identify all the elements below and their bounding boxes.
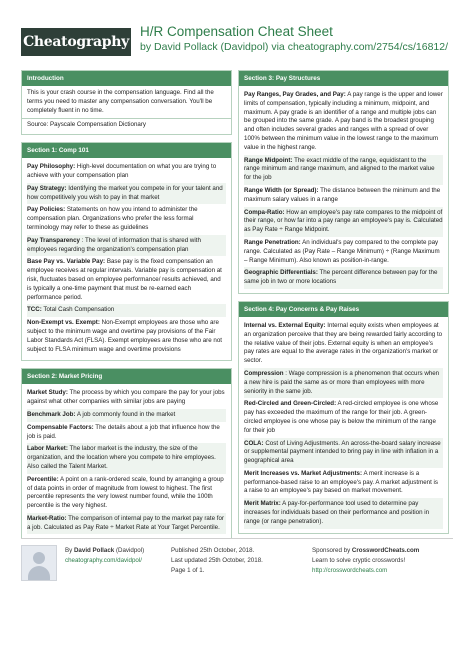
definition-term: Non-Exempt vs. Exempt:	[27, 319, 100, 327]
definition-item	[244, 438, 443, 468]
definition-text: A pay range is the upper and lower limits of compensation, typically including a minimum, midpoint, and maximum. A pay grade is an identifier of a range and multiple jobs can be grouped into the same grade. A pay band is the broadest grouping and often includes several grades and ranges with a spread of over 100% between the minimum value in the lowest range to the maximum value in the highest range.	[244, 91, 443, 151]
intro-section	[21, 70, 232, 135]
definition-item	[27, 443, 226, 473]
definition-item	[27, 422, 226, 444]
definition-item	[27, 513, 226, 535]
definition-term: Pay Transparency	[27, 236, 80, 244]
definition-item	[244, 320, 443, 368]
footer-author-url[interactable]: cheatography.com/davidpol/	[65, 557, 142, 564]
section-heading: Section 1: Comp 101	[22, 143, 231, 158]
definition-text: A point on a rank-ordered scale, found by arranging a group of data points in order of magnitude from lowest to highest. The first percentile represents the very lowest number found, while the 100th percentile is the very highest.	[27, 475, 224, 510]
definition-text: Total Cash Compensation	[41, 306, 115, 314]
definition-item	[244, 155, 443, 185]
cheatography-logo[interactable]: Cheatography	[21, 28, 131, 56]
footer-author-block	[65, 546, 144, 566]
page-subtitle	[140, 41, 448, 53]
sponsor-tagline: Learn to solve cryptic crosswords!	[312, 557, 406, 564]
sponsor-url[interactable]: http://crosswordcheats.com	[312, 567, 388, 574]
definition-term: Pay Policies:	[27, 206, 66, 214]
section-2	[21, 368, 232, 539]
definition-item	[27, 183, 226, 205]
page-header	[0, 0, 474, 60]
definition-text: The percent difference between pay for the same job in two or more locations	[244, 269, 438, 286]
page-title: H/R Compensation Cheat Sheet	[140, 24, 333, 39]
footer-sponsor-block	[312, 546, 419, 576]
definition-item	[27, 409, 226, 422]
section-body	[239, 86, 448, 293]
section-body	[22, 158, 231, 360]
definition-term: Pay Philosophy:	[27, 163, 76, 171]
definition-text: : The level of information that is shared with employees regarding the organization's compensation plan	[27, 236, 201, 253]
definition-term: TCC:	[27, 306, 42, 314]
left-column	[21, 70, 232, 546]
definition-text: Internal equity exists when employees at an organization perceive that they are being rewarded fairly according to the relative value of their jobs. External equity is when an employee's pay rates are equal to the average rates in the organization's market or sector.	[244, 321, 443, 365]
intro-source: Source: Payscale Compensation Dictionary	[27, 121, 146, 129]
footer-dates-block	[171, 546, 263, 576]
section-4	[238, 301, 449, 534]
intro-text: This is your crash course in the compensation language. Find all the terms you need to master any compensation conversation. You'll be completely fluent in no time.	[27, 89, 214, 114]
definition-term: Merit Matrix:	[244, 500, 281, 508]
definition-term: Benchmark Job:	[27, 410, 76, 418]
definition-term: Geographic Differentials:	[244, 269, 318, 277]
definition-text: Non-Exempt employees are those who are subject to the minimum wage and overtime pay provisions of the Fair Labor Standards Act (FLSA). Exempt employees are those who are not subject to FLSA minimum wage and overtime provisions	[27, 319, 223, 353]
sheet-url-link[interactable]: cheatography.com/2754/cs/16812/	[287, 41, 449, 53]
definition-item	[244, 89, 443, 155]
definition-item	[244, 498, 443, 528]
definition-term: Market Study:	[27, 389, 68, 397]
definition-text: Statements on how you intend to administer the compensation plan. Organizations who prefer the less formal terminology may refer to these as guidelines	[27, 206, 198, 231]
definition-item	[27, 235, 226, 257]
definition-text: The distance between the minimum and the maximum salary values in a range	[244, 186, 441, 203]
definition-item	[244, 267, 443, 289]
definition-item	[244, 185, 443, 207]
definition-term: Pay Ranges, Pay Grades, and Pay:	[244, 91, 346, 98]
definition-item	[244, 368, 443, 398]
author-link[interactable]: David Pollack (Davidpol)	[154, 41, 269, 53]
definition-term: Range Midpoint:	[244, 156, 293, 164]
by-label: by	[140, 41, 152, 53]
section-body	[22, 384, 231, 538]
section-heading: Introduction	[22, 71, 231, 86]
definition-term: Internal vs. External Equity:	[244, 321, 326, 329]
definition-term: Base Pay vs. Variable Pay:	[27, 258, 106, 266]
definition-text: The process by which you compare the pay for your jobs against what other companies with similar jobs are paying	[27, 389, 225, 406]
section-heading: Section 4: Pay Concerns & Pay Raises	[239, 302, 448, 317]
definition-item	[27, 161, 226, 183]
definition-term: Range Penetration:	[244, 238, 301, 246]
definition-text: Base pay is the fixed compensation an employee receives at regular intervals. Variable pay is compensation at risk, fluctuates based on employee performance/ results achieved, and is typically a one-time payment that must be re-earned each performance period.	[27, 258, 222, 301]
definition-text: A merit increase is a performance-based raise to an employee's pay. A market adjustment is a raise to an employee's pay based on market movement.	[244, 469, 439, 495]
definition-term: Compression	[244, 369, 284, 377]
footer-author-handle: (Davidpol)	[115, 547, 145, 554]
definition-term: Labor Market:	[27, 445, 68, 453]
page-footer	[21, 538, 453, 579]
definition-text: A red-circled employee is one whose pay has exceeded the maximum of the range for their job. A green-circled employee is one whose pay is below the minimum of the range for their job	[244, 400, 439, 434]
definition-text: : Wage compression is a phenomenon that occurs when a new hire is paid the same as or more than employees with more seniority in the same job.	[244, 369, 440, 395]
definition-term: Market-Ratio:	[27, 514, 67, 522]
definition-item	[27, 317, 226, 356]
definition-item	[244, 207, 443, 237]
definition-term: Merit Increases vs. Market Adjustments:	[244, 469, 363, 477]
footer-by-label: By	[65, 547, 73, 554]
definition-text: The labor market is the industry, the size of the organization, and the location where you compete to hire employees. Also called the Talent Market.	[27, 445, 216, 470]
definition-term: Range Width (or Spread):	[244, 186, 319, 194]
definition-text: The comparison of internal pay to the market pay rate for a job. Calculated as Pay Rate ÷ Market Rate at Your Target Percentile.	[27, 514, 224, 531]
section-body	[239, 317, 448, 533]
definition-text: The exact middle of the range, equidistant to the range minimum and range maximum, and aligned to the market value for the job	[244, 156, 435, 182]
definition-item	[27, 474, 226, 513]
right-column	[238, 70, 449, 541]
definition-item	[27, 304, 226, 317]
footer-author-name[interactable]: David Pollack	[73, 547, 115, 554]
definition-item	[27, 204, 226, 234]
definition-text: Cost of Living Adjustments. An across-the-board salary increase or supplemental payment intended to bring pay in line with inflation in a geographical area	[244, 439, 441, 465]
definition-term: Pay Strategy:	[27, 184, 67, 192]
sponsor-name[interactable]: CrosswordCheats.com	[351, 547, 420, 554]
definition-text: A job commonly found in the market	[75, 410, 176, 418]
definition-term: Percentile:	[27, 475, 59, 483]
definition-item	[244, 398, 443, 437]
author-avatar[interactable]	[21, 545, 57, 581]
definition-item	[27, 387, 226, 409]
updated-date: Last updated 25th October, 2018.	[171, 557, 263, 564]
definition-text: The details about a job that influence how the job is paid.	[27, 423, 220, 440]
definition-item	[244, 237, 443, 267]
section-1	[21, 142, 232, 361]
definition-text: How an employee's pay rate compares to the midpoint of their range, or how far into a pay range an employee's pay is. Calculated as Pay Rate ÷ Range Midpoint.	[244, 208, 443, 234]
definition-item	[244, 468, 443, 498]
definition-text: Identifying the market you compete in for your talent and how competitively you wish to pay in that market	[27, 184, 223, 201]
definition-item	[27, 256, 226, 304]
sponsor-prefix: Sponsored by	[312, 547, 351, 554]
definition-term: Compensable Factors:	[27, 423, 94, 431]
section-heading: Section 2: Market Pricing	[22, 369, 231, 384]
section-3	[238, 70, 449, 294]
definition-text: A pay-for-performance tool used to determine pay increases for individuals based on their performance and position in range (or range penetration).	[244, 500, 430, 525]
published-date: Published 25th October, 2018.	[171, 547, 255, 554]
definition-text: An individual's pay compared to the complete pay range. Calculated as (Pay Rate – Range Minimum) ÷ (Range Maximum – Range Minimum). Also known as position-in-range.	[244, 238, 440, 264]
page-count: Page 1 of 1.	[171, 567, 205, 574]
definition-term: COLA:	[244, 439, 264, 447]
definition-term: Compa-Ratio:	[244, 208, 285, 216]
definition-term: Red-Circled and Green-Circled:	[244, 400, 337, 408]
via-label: via	[271, 41, 285, 53]
section-heading: Section 3: Pay Structures	[239, 71, 448, 86]
definition-text: High-level documentation on what you are trying to achieve with your compensation plan	[27, 163, 217, 179]
